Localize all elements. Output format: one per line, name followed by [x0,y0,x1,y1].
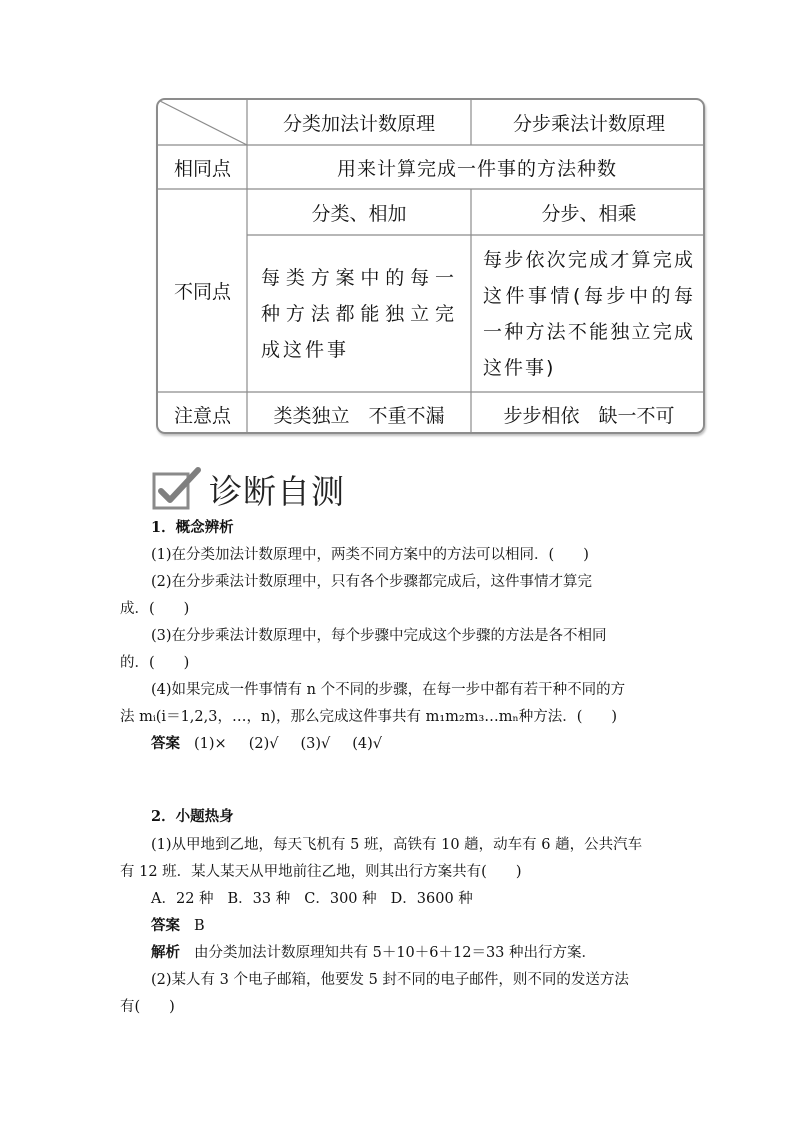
comparison-table [156,98,705,434]
q1-answer-label: 答案 [151,735,180,752]
row-same-value: 用来计算完成一件事的方法种数 [336,157,617,180]
q2-analysis-text: 由分类加法计数原理知共有 5＋10＋6＋12＝33 种出行方案． [194,945,597,961]
q1-statement-1: (1)在分类加法计数原理中，两类不同方案中的方法可以相同．( ) [151,547,589,563]
q1-statement-4b: 法 mᵢ(i＝1,2,3，…，n)，那么完成这件事共有 m₁m₂m₃…mₙ种方法．( ) [120,709,618,725]
col1-description: 每类方案中的每一种方法都能独立完成这件事 [261,266,457,361]
q2-analysis-line [151,941,596,962]
q1-statement-4a: (4)如果完成一件事情有 n 个不同的步骤，在每一步中都有若干种不同的方 [151,682,626,698]
q2-problem-1b: 有 12 班．某人某天从甲地前往乙地，则其出行方案共有( ) [120,864,522,880]
checkbox-check-icon [152,466,204,510]
q2-problem-1a: (1)从甲地到乙地，每天飞机有 5 班，高铁有 10 趟，动车有 6 趟，公共汽车 [151,837,643,853]
q1-answer-line [151,732,404,753]
q1-answer-3: (3)√ [300,736,331,752]
row-note-col2: 步步相依 缺一不可 [503,404,675,427]
q1-heading: 1．概念辨析 [151,519,234,536]
col2-subheader: 分步、相乘 [541,202,637,225]
q1-statement-2b: 成．( ) [120,601,190,617]
option-c: C．300 种 [304,891,377,907]
row-note-label: 注意点 [173,404,231,427]
col2-description: 每步依次完成才算完成这件事情(每步中的每一种方法不能独立完成这件事) [483,248,695,379]
q2-answer-value: B [194,918,205,934]
col2-header: 分步乘法计数原理 [512,113,665,135]
q1-answer-4: (4)√ [352,736,383,752]
row-same-label: 相同点 [173,157,231,180]
q1-statement-3a: (3)在分步乘法计数原理中，每个步骤中完成这个步骤的方法是各不相同 [151,628,607,644]
q2-answer-line [151,914,205,935]
col1-header: 分类加法计数原理 [282,113,435,135]
section-title: 诊断自测 [209,472,345,511]
option-d: D．3600 种 [390,891,473,907]
col1-subheader: 分类、相加 [311,202,407,225]
row-note-col1: 类类独立 不重不漏 [273,404,445,427]
q2-problem-2b: 有( ) [120,999,175,1015]
q2-options [151,887,487,908]
q2-heading: 2．小题热身 [151,808,234,825]
q1-statement-2a: (2)在分步乘法计数原理中，只有各个步骤都完成后，这件事情才算完 [151,574,593,590]
option-a: A．22 种 [151,891,214,907]
q1-answer-2: (2)√ [248,736,279,752]
q2-answer-label: 答案 [151,917,180,934]
q2-analysis-label: 解析 [151,944,180,961]
q2-problem-2a: (2)某人有 3 个电子邮箱，他要发 5 封不同的电子邮件，则不同的发送方法 [151,972,629,988]
option-b: B．33 种 [227,891,291,907]
q1-statement-3b: 的．( ) [120,655,190,671]
row-diff-label: 不同点 [173,281,231,303]
q1-answer-1: (1)× [194,736,227,752]
